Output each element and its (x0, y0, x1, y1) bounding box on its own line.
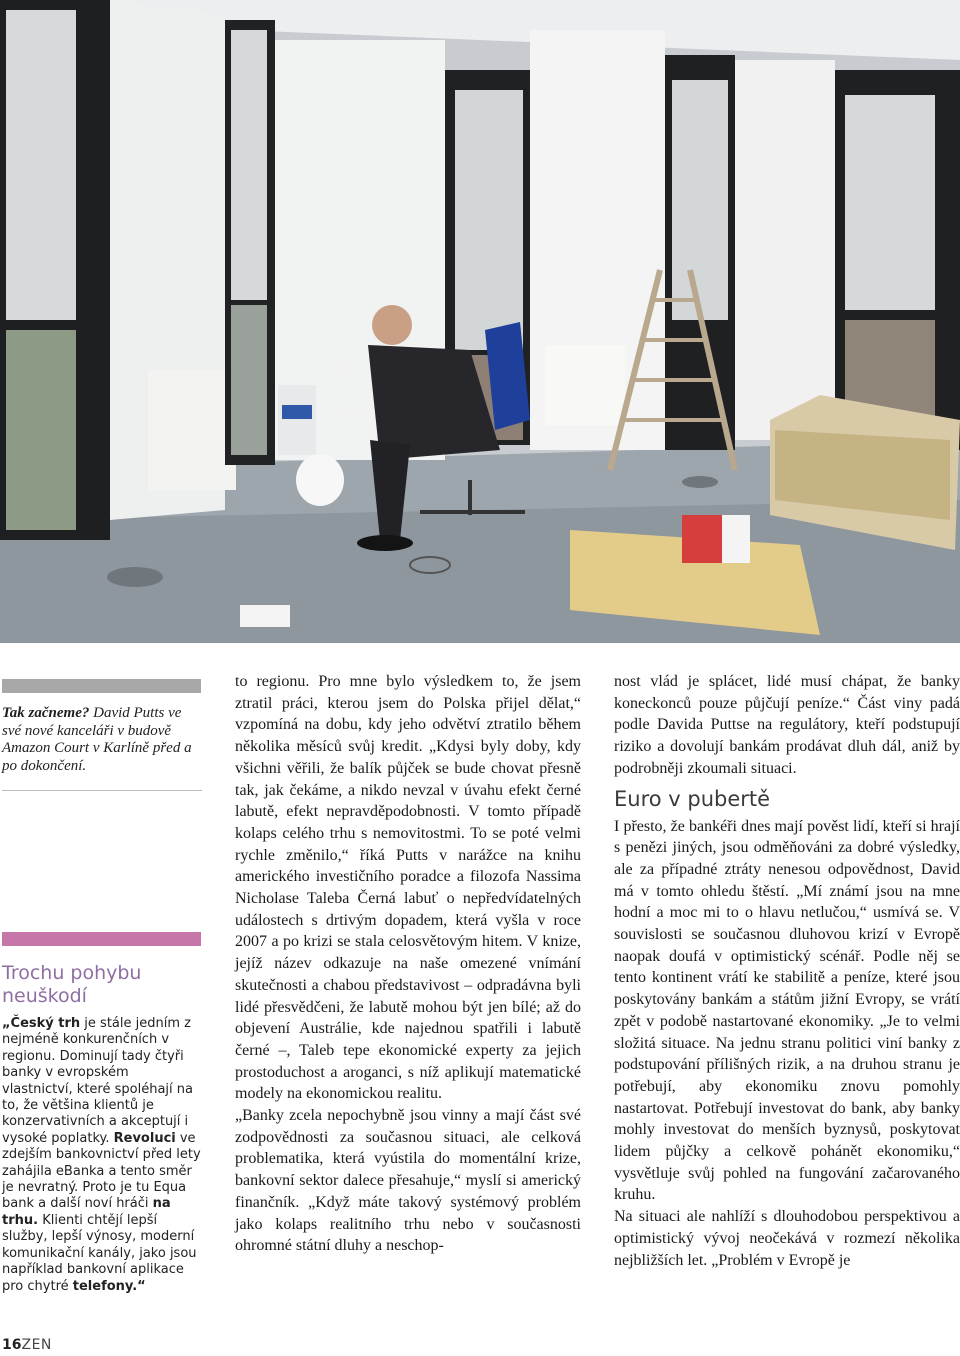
article-paragraph: „Banky zcela nepochybně jsou vinny a mají část své zodpovědnosti za současnou situaci, ale celková problematika, která vyústila do momentální krize, bankovní sektor dalece přesahuje,“ myslí si americký finančník. „Když máte takový systémový problém jako kolaps realitního trhu nebo v současnosti ohromné státní dluhy a neschop- (235, 1107, 581, 1255)
office-photo (0, 0, 960, 643)
photo-caption (2, 705, 202, 775)
article-paragraph: Na situaci ale nahlíží s dlouhodobou perspektivou a optimistický vývoj neočekává v rozmezí několika nejbližších let. „Problém v Evropě je (614, 1208, 960, 1269)
sidebar-top-bar (2, 932, 201, 946)
article-paragraph: I přesto, že bankéři dnes mají pověst lidí, kteří si hrají s penězi jiných, jsou odměňováni za dobré výsledky, ale za případné ztráty nenesou odpovědnost, David má v tomto ohledu štěstí. „Mí známí jsou na mne hodní a moc mi to o hlavu netlučou,“ usmívá se. V souvislosti se současnou dluhovou krizí v Evropě naopak doufá v optimistický scénář. Podle něj se tento kontinent vrátí ke stabilitě a peníze, které jsou poskytovány bankám a státům jižní Evropy, se vrátí zpět v podobě nastartované ekonomiky. „Je to velmi složitá situace. Na jednu stranu politici viní banky z podstupování přílišných rizik, a na druhou stranu je potřebují, aby ekonomiku znovu pomohly nastartovat. Potřebují investovat do bank, aby banky mohly investovat do menších byznysů, poskytovat lidem půjčky a celkově pohánět ekonomiku,“ vysvětluje svůj pohled na fungování začarovaného kruhu. (614, 817, 960, 1204)
sidebar-seg: „Český trh (2, 1016, 81, 1031)
caption-lead: Tak začneme? (2, 705, 90, 721)
caption-top-bar (2, 679, 201, 693)
magazine-name: ZEN (21, 1337, 52, 1353)
page-folio (2, 1337, 52, 1353)
caption-rule (2, 790, 202, 791)
section-heading: Euro v pubertě (614, 786, 771, 811)
article-column-1 (235, 671, 581, 1257)
article-paragraph: nost vlád je splácet, lidé musí chápat, že banky koneckonců pouze půjčují peníze.“ Část viny padá podle Davida Puttse na regulátory, kteří podstupují riziko a dovolují bankám prodávat dluh dál, aniž by podrobněji zkoumali situaci. (614, 673, 960, 777)
article-column-2 (614, 671, 960, 1271)
article-paragraph: to regionu. Pro mne bylo výsledkem to, že jsem ztratil práci, kterou jsem do Polska přijel dělat,“ vzpomíná na dobu, kdy jeho odvětví ztratilo během několika měsíců svůj kredit. „Kdysi byly doby, kdy všichni věřili, že balík půjček se bude chovat přesně tak, jak čekáme, a nikdo nevzal v úvahu efekt černé labutě, efekt nepravděpodobnosti. V tomto případě kolaps celého trhu s nemovitostmi. To se poté velmi rychle změnilo,“ říká Putts v narážce na knihu amerického investičního poradce a filozofa Nassima Nicholase Taleba Černá labuť o nepředvídatelných událostech s drtivým dopadem, která vyšla v roce 2007 a po krizi se stala celosvětovým hitem. V knize, jejíž název odkazuje na naše omezené vnímání skutečnosti a chabou představivost – odpradávna byli lidé přesvědčeni, že labutě mohou být jen bílé; až do objevení Austrálie, kde najednou spatřili i labutě černé –, Taleb tepe ekonomické experty za jejich prostoduchost a aroganci, s níž aplikují matematické modely na ekonomickou realitu. (235, 673, 581, 1103)
page-number: 16 (2, 1337, 22, 1353)
sidebar-seg: Revoluci (113, 1130, 176, 1146)
sidebar-seg: je stále jedním z nejméně konkurenčních v regionu. Dominují tady čtyři banky v evropském vlastnictví, které spoléhají na to, že většina klientů je konzervativních a akceptují i vysoké poplatky. (2, 1016, 193, 1146)
sidebar-seg: Klienti chtějí lepší služby, lepší výnosy, moderní komunikační kanály, jako jsou například bankovní aplikace pro chytré (2, 1212, 197, 1294)
sidebar-heading: Trochu pohybu neuškodí (2, 962, 142, 1007)
sidebar-seg: ve zdejším bankovnictví před lety zahájila eBanka a tento směr je nevratný. Proto je tu Equa bank a další noví hráči (2, 1130, 201, 1212)
caption-text: David Putts ve své nové kanceláři v budově Amazon Court v Karlíně před a po dokončení. (2, 705, 192, 774)
sidebar-seg: na trhu. (2, 1196, 171, 1228)
sidebar-seg: telefony.“ (72, 1278, 146, 1294)
sidebar-quote (2, 1016, 202, 1295)
